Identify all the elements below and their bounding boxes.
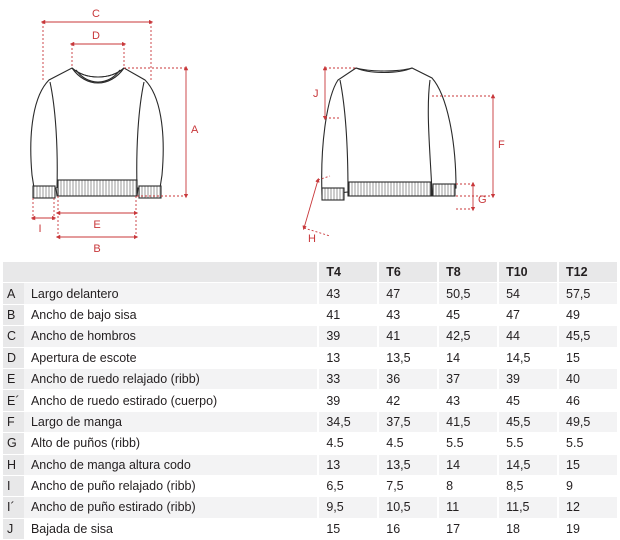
row-value: 54 [498, 283, 558, 304]
row-key: H [3, 454, 24, 475]
row-value: 14,5 [498, 454, 558, 475]
row-key: E´ [3, 390, 24, 411]
row-value: 37 [438, 368, 498, 389]
row-value: 46 [558, 390, 617, 411]
table-row [3, 304, 617, 325]
row-value: 43 [318, 283, 378, 304]
row-value: 45 [438, 304, 498, 325]
row-value: 15 [558, 454, 617, 475]
row-value: 7,5 [378, 475, 438, 496]
row-key: B [3, 304, 24, 325]
row-key: C [3, 326, 24, 347]
row-value: 5.5 [498, 433, 558, 454]
row-value: 45 [498, 390, 558, 411]
row-value: 44 [498, 326, 558, 347]
row-key: A [3, 283, 24, 304]
row-label: Ancho de manga altura codo [24, 454, 318, 475]
row-value: 14 [438, 454, 498, 475]
table-row [3, 347, 617, 368]
row-value: 16 [378, 518, 438, 539]
row-value: 9,5 [318, 497, 378, 518]
table-row [3, 390, 617, 411]
table-row [3, 368, 617, 389]
dim-label-j: J [313, 88, 319, 100]
size-table [3, 262, 617, 540]
row-value: 13 [318, 454, 378, 475]
size-diagram [0, 0, 620, 258]
row-key: J [3, 518, 24, 539]
row-label: Bajada de sisa [24, 518, 318, 539]
dim-label-d: D [92, 30, 100, 42]
row-label: Apertura de escote [24, 347, 318, 368]
row-value: 19 [558, 518, 617, 539]
row-label: Ancho de hombros [24, 326, 318, 347]
table-row [3, 433, 617, 454]
row-value: 8,5 [498, 475, 558, 496]
row-value: 39 [498, 368, 558, 389]
row-value: 15 [318, 518, 378, 539]
row-value: 17 [438, 518, 498, 539]
header-key-cell [3, 262, 24, 283]
dim-label-a: A [191, 124, 199, 136]
row-label: Ancho de bajo sisa [24, 304, 318, 325]
table-row [3, 411, 617, 432]
dim-label-i: I [38, 223, 42, 235]
row-value: 41 [378, 326, 438, 347]
row-value: 37,5 [378, 411, 438, 432]
row-value: 6,5 [318, 475, 378, 496]
row-value: 14 [438, 347, 498, 368]
header-size-t6: T6 [378, 262, 438, 283]
header-size-t12: T12 [558, 262, 617, 283]
row-value: 45,5 [498, 411, 558, 432]
dim-label-e: E [93, 219, 101, 231]
header-size-t4: T4 [318, 262, 378, 283]
row-value: 13 [318, 347, 378, 368]
row-value: 10,5 [378, 497, 438, 518]
row-key: G [3, 433, 24, 454]
row-value: 9 [558, 475, 617, 496]
row-key: E [3, 368, 24, 389]
row-label: Largo de manga [24, 411, 318, 432]
row-value: 11,5 [498, 497, 558, 518]
row-value: 45,5 [558, 326, 617, 347]
table-row [3, 497, 617, 518]
row-value: 47 [498, 304, 558, 325]
row-value: 15 [558, 347, 617, 368]
row-value: 42,5 [438, 326, 498, 347]
row-key: D [3, 347, 24, 368]
row-value: 57,5 [558, 283, 617, 304]
front-sweatshirt [31, 68, 163, 198]
row-label: Ancho de ruedo estirado (cuerpo) [24, 390, 318, 411]
row-label: Largo delantero [24, 283, 318, 304]
row-value: 18 [498, 518, 558, 539]
header-size-t8: T8 [438, 262, 498, 283]
row-value: 5.5 [558, 433, 617, 454]
row-value: 11 [438, 497, 498, 518]
row-value: 12 [558, 497, 617, 518]
row-key: I [3, 475, 24, 496]
table-row [3, 475, 617, 496]
row-value: 4.5 [378, 433, 438, 454]
row-value: 49,5 [558, 411, 617, 432]
row-value: 33 [318, 368, 378, 389]
header-size-t10: T10 [498, 262, 558, 283]
row-key: F [3, 411, 24, 432]
table-row [3, 518, 617, 539]
row-value: 39 [318, 326, 378, 347]
row-value: 14,5 [498, 347, 558, 368]
row-value: 39 [318, 390, 378, 411]
dim-label-c: C [92, 8, 100, 20]
dim-label-b: B [93, 243, 101, 255]
row-value: 13,5 [378, 454, 438, 475]
dim-label-g: G [478, 194, 487, 206]
header-desc-cell [24, 262, 318, 283]
row-value: 49 [558, 304, 617, 325]
table-row [3, 283, 617, 304]
row-value: 43 [378, 304, 438, 325]
dim-label-h: H [308, 233, 316, 245]
row-value: 43 [438, 390, 498, 411]
row-value: 47 [378, 283, 438, 304]
row-value: 50,5 [438, 283, 498, 304]
row-value: 4.5 [318, 433, 378, 454]
table-row [3, 326, 617, 347]
table-row [3, 454, 617, 475]
row-value: 40 [558, 368, 617, 389]
row-value: 13,5 [378, 347, 438, 368]
row-value: 41,5 [438, 411, 498, 432]
row-label: Ancho de puño relajado (ribb) [24, 475, 318, 496]
back-sweatshirt [322, 68, 456, 200]
size-table-header [3, 262, 617, 283]
row-label: Ancho de puño estirado (ribb) [24, 497, 318, 518]
dim-label-f: F [498, 139, 505, 151]
row-value: 5.5 [438, 433, 498, 454]
row-value: 41 [318, 304, 378, 325]
row-value: 8 [438, 475, 498, 496]
row-key: I´ [3, 497, 24, 518]
row-value: 42 [378, 390, 438, 411]
row-value: 34,5 [318, 411, 378, 432]
row-value: 36 [378, 368, 438, 389]
row-label: Alto de puños (ribb) [24, 433, 318, 454]
row-label: Ancho de ruedo relajado (ribb) [24, 368, 318, 389]
